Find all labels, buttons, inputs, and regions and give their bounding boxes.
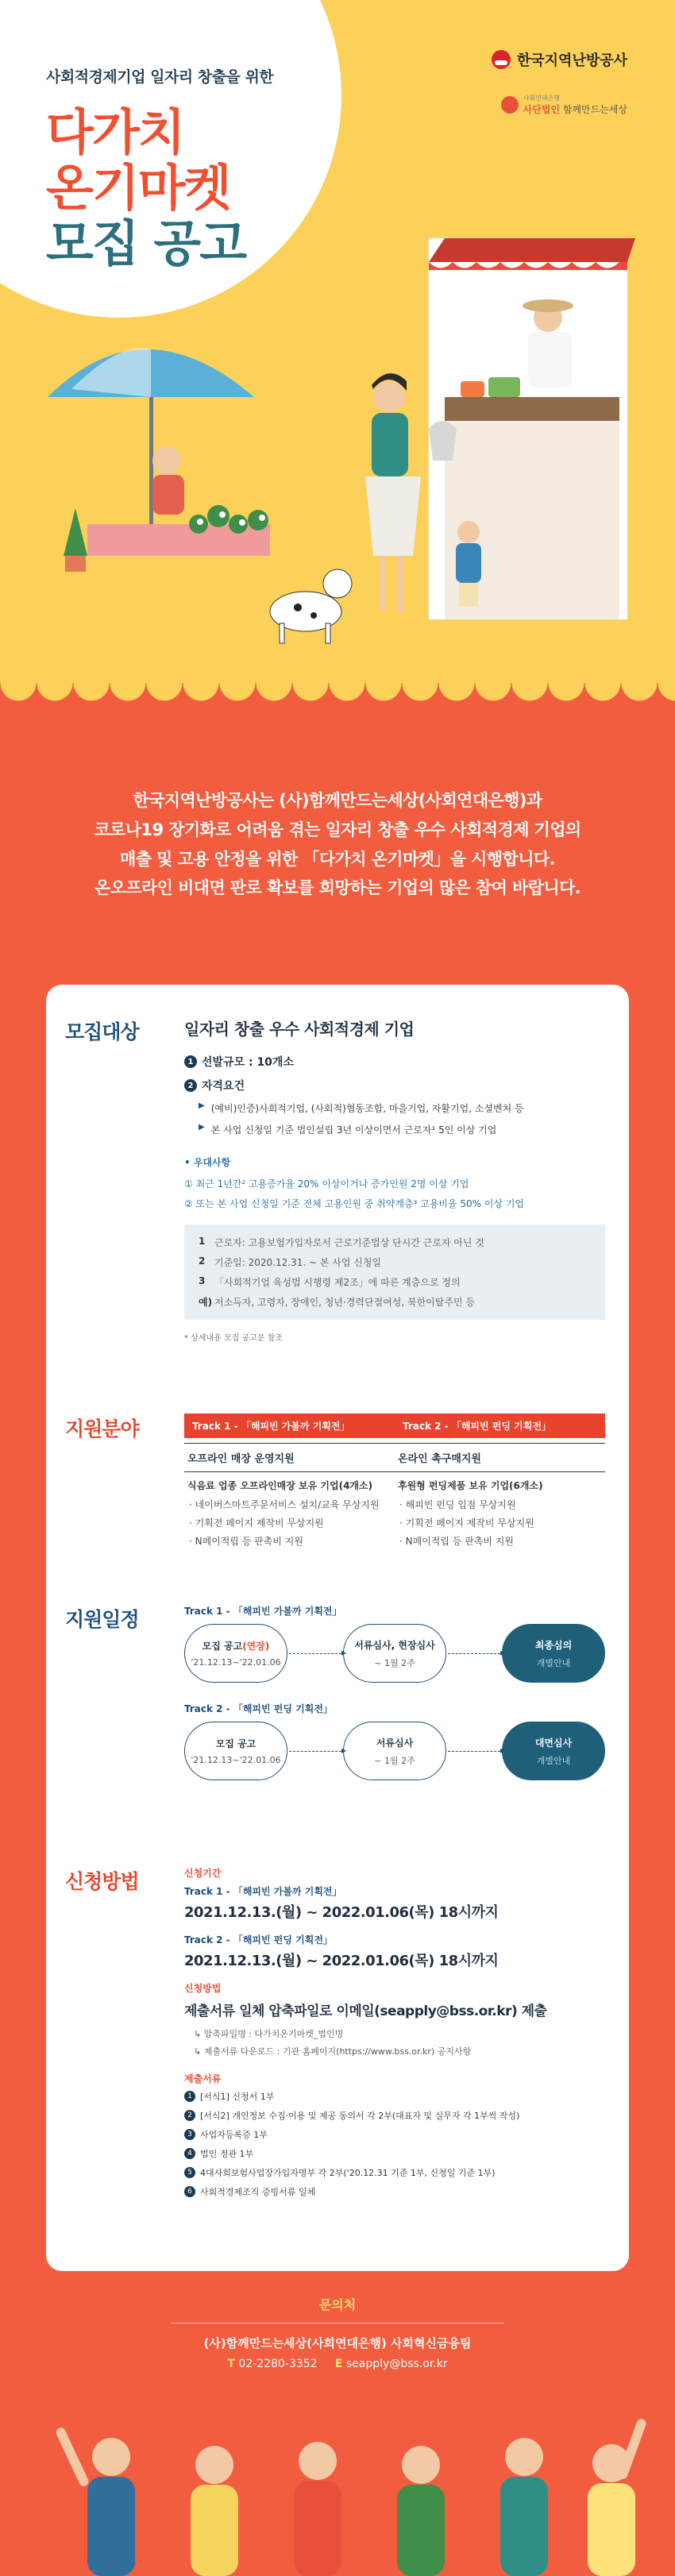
period-label: 신청기간 [184, 1868, 222, 1879]
schedule-step [343, 1624, 446, 1683]
step-date: '21.12.13~'22.01.06 [191, 1657, 281, 1668]
footnote-row [199, 1255, 591, 1269]
track1-item: · 기획전 페이지 제작비 무상지원 [189, 1517, 324, 1529]
doc-text: 법인 정관 1부 [200, 2149, 254, 2159]
step-extended-tag: (연장) [242, 1641, 270, 1652]
schedule-step [343, 1722, 446, 1780]
fields-table [184, 1413, 605, 1550]
vendor-hat [523, 299, 573, 312]
kdhc-logo-text: 한국지역난방공사 [516, 52, 627, 69]
hero-subtitle: 사회적경제기업 일자리 창출을 위한 [46, 68, 274, 86]
track1-desc: 식음료 업종 오프라인매장 보유 기업(4개소) [187, 1480, 373, 1491]
schedule-step-final [502, 1722, 605, 1780]
hero-illustration [0, 0, 675, 683]
track2-desc: 후원형 펀딩제품 보유 기업(6개소) [398, 1480, 543, 1491]
footnote-row [199, 1295, 591, 1309]
track2-subtitle: 온라인 촉구매지원 [395, 1443, 605, 1472]
tel-number[interactable]: 02-2280-3352 [238, 2358, 318, 2370]
plant-left [64, 508, 87, 556]
schedule-title: 지원일정 [65, 1608, 139, 1631]
contact-org: (사)함께만드는세상(사회연대은행) 사회혁신금융팀 [203, 2336, 472, 2350]
track1-header: Track 1 - 「해피빈 가볼까 기획전」 [184, 1413, 395, 1438]
step-title: 서류심사, 현장심사 [354, 1639, 435, 1651]
stall-roof [429, 238, 635, 262]
apply-date2: 2021.12.13.(월) ~ 2022.01.06(목) 18시까지 [184, 1953, 499, 1969]
apply-track2: Track 2 - 「해피빈 펀딩 기획전」 [184, 1934, 333, 1945]
scalloped-divider [0, 683, 675, 723]
bss-logo-name: 함께만드는세상 [562, 104, 627, 115]
hero-title-line1: 다가치 [46, 103, 184, 161]
contact-heading: 문의처 [318, 2297, 357, 2312]
step-date: '21.12.13~'22.01.06 [191, 1755, 281, 1765]
track2-item: · 기획전 페이지 제작비 무상지원 [399, 1517, 534, 1529]
pot-left [65, 556, 86, 572]
scale-row [184, 1054, 605, 1070]
step-date: 개별안내 [536, 1657, 571, 1668]
hero-title-line3: 모집 공고 [46, 214, 246, 273]
scale-text: 선발규모 : 10개소 [202, 1056, 294, 1069]
method-sub: ↳ 압축파일명 : 다가치온기마켓_법인명 [194, 2029, 344, 2039]
contact-line [0, 2358, 675, 2370]
hero-title-line2: 온기마켓 [46, 159, 230, 218]
produce-box [461, 381, 484, 397]
footnote-value: 근로자: 고용보험가입자로서 근로기준법상 단시간 근로자 아닌 것 [214, 1237, 484, 1248]
doc-text: [서식2] 개인정보 수집·이용 및 제공 동의서 각 2부(대표자 및 실무자 각 1부씩 작성) [200, 2111, 520, 2121]
seller-head [152, 446, 181, 475]
step-title: 모집 공고 [202, 1641, 243, 1652]
people-illustration [0, 2370, 675, 2576]
method-label: 신청방법 [184, 1983, 222, 1994]
doc-item [184, 2166, 605, 2179]
step-date: ~ 1월 2주 [374, 1755, 415, 1766]
doc-text: 사회적경제조직 증빙서류 일체 [200, 2187, 316, 2197]
number-badge: 5 [184, 2167, 195, 2178]
intro-text [0, 786, 675, 903]
apply-title: 신청방법 [65, 1870, 139, 1893]
track2-item: · N페이적립 등 판촉비 지원 [399, 1536, 514, 1547]
apply-section [65, 1866, 605, 2204]
intro-line4: 온오프라인 비대면 판로 확보를 희망하는 기업의 많은 참여 바랍니다. [94, 878, 581, 898]
intro-line3: 매출 및 고용 안정을 위한 「다가치 온기마켓」을 시행합니다. [120, 849, 555, 869]
qual-item [199, 1101, 605, 1115]
number-badge: 2 [184, 1079, 197, 1092]
preference-item: ① 최근 1년간² 고용증가율 20% 이상이거나 증가인원 2명 이상 기업 [184, 1178, 469, 1190]
email-address[interactable]: seapply@bss.or.kr [345, 2358, 448, 2370]
apply-date1: 2021.12.13.(월) ~ 2022.01.06(목) 18시까지 [184, 1904, 499, 1921]
schedule-track2-label: Track 2 - 「해피빈 펀딩 기획전」 [184, 1703, 333, 1714]
info-card [46, 985, 629, 2271]
method-sub: ↳ 제출서류 다운로드 : 기관 홈페이지(https://www.bss.or.kr) 공지사항 [194, 2046, 472, 2057]
step-date: ~ 1월 2주 [374, 1657, 415, 1668]
step-title: 모집 공고 [215, 1738, 256, 1749]
footnote-box [184, 1224, 605, 1320]
hero-section [0, 0, 675, 683]
doc-text: 4대사회보험사업장가입자명부 각 2부('20.12.31 기준 1부, 신청일 기준 1부) [200, 2168, 496, 2178]
bss-logo-main: 사단법인 [523, 104, 561, 115]
step-title: 서류심사 [376, 1737, 414, 1749]
schedule-section [65, 1604, 605, 1799]
shopping-bag [429, 421, 457, 461]
apply-track1: Track 1 - 「해피빈 가볼까 기획전」 [184, 1886, 342, 1897]
footnote-value: 「사회적기업 육성법 시행령 제2조」에 따른 계층으로 정의 [214, 1277, 461, 1288]
qual-item [199, 1123, 605, 1136]
tel-label: T [227, 2358, 235, 2370]
track2-item: · 해피빈 펀딩 입점 무상지원 [399, 1499, 516, 1510]
step-date: 개별안내 [536, 1755, 571, 1766]
track1-subtitle: 오프라인 매장 운영지원 [184, 1443, 395, 1472]
dog-illustration [270, 569, 352, 643]
doc-item [184, 2185, 605, 2198]
parasol-pole [149, 397, 153, 540]
detail-note: * 상세내용 모집 공고문 참조 [184, 1334, 283, 1343]
number-badge: 1 [184, 2091, 195, 2102]
doc-item [184, 2109, 605, 2122]
intro-line2: 코로나19 장기화로 어려움 겪는 일자리 창출 우수 사회적경제 기업의 [94, 819, 581, 839]
footnote-value: 기준일: 2020.12.31. ~ 본 사업 신청일 [214, 1257, 382, 1268]
number-badge: 4 [184, 2148, 195, 2159]
stall-counter [445, 397, 619, 421]
doc-text: [서식1] 신청서 1부 [200, 2092, 275, 2102]
schedule-step [184, 1624, 287, 1683]
number-badge: 2 [184, 2110, 195, 2121]
doc-item [184, 2147, 605, 2160]
target-section [65, 1016, 605, 1343]
number-badge: 3 [184, 2129, 195, 2140]
triangle-bullet-icon: ▶ [199, 1123, 205, 1132]
cheering-people-illustration [55, 2417, 648, 2576]
arrow-connector-icon [289, 1751, 341, 1752]
docs-label: 제출서류 [184, 2073, 222, 2084]
footnote-row [199, 1275, 591, 1289]
track1-column [184, 1413, 395, 1550]
track2-column [395, 1413, 605, 1550]
qual-item-text: 본 사업 신청일 기준 법인설립 3년 이상이면서 근로자¹ 5인 이상 기업 [210, 1124, 497, 1136]
number-badge: 6 [184, 2186, 195, 2197]
doc-item [184, 2090, 605, 2103]
qual-item-text: (예비)인증)사회적기업, (사회적)협동조합, 마을기업, 자활기업, 소셜벤처 등 [210, 1103, 524, 1114]
doc-item [184, 2128, 605, 2141]
schedule-step-final [502, 1624, 605, 1683]
schedule-track1-label: Track 1 - 「해피빈 가볼까 기획전」 [184, 1606, 342, 1617]
schedule-step [184, 1722, 287, 1780]
doc-text: 사업자등록증 1부 [200, 2130, 268, 2140]
qual-text: 자격요건 [202, 1080, 245, 1093]
step-title: 최종심의 [534, 1639, 573, 1651]
seller-body [152, 475, 184, 515]
arrow-connector-icon [289, 1653, 341, 1654]
produce-box-green [488, 377, 520, 397]
track2-header: Track 2 - 「해피빈 펀딩 기획전」 [395, 1413, 605, 1438]
step-title: 대면심사 [534, 1737, 573, 1749]
bss-logo-small: 사회연대은행 [523, 94, 561, 102]
arrow-connector-icon [448, 1653, 500, 1654]
fields-title: 지원분야 [65, 1417, 139, 1440]
preference-heading: • 우대사항 [184, 1157, 231, 1168]
schedule-track1-flow [184, 1624, 605, 1683]
footnote-key: 3 [199, 1275, 206, 1286]
arrow-connector-icon [448, 1751, 500, 1752]
target-headline: 일자리 창출 우수 사회적경제 기업 [184, 1020, 415, 1039]
footnote-value: 저소득자, 고령자, 장애인, 청년·경력단절여성, 북한이탈주민 등 [214, 1297, 475, 1308]
preference-item: ② 또는 본 사업 신청일 기준 전체 고용인원 중 취약계층³ 고용비율 50% 이상 기업 [184, 1198, 524, 1209]
footnote-row [199, 1236, 591, 1249]
number-badge: 1 [184, 1055, 197, 1068]
track1-item: · N페이적립 등 판촉비 지원 [189, 1536, 303, 1547]
triangle-bullet-icon: ▶ [199, 1101, 205, 1110]
vendor-body [528, 332, 572, 388]
email-label: E [334, 2358, 343, 2370]
footnote-key: 예) [199, 1297, 213, 1308]
fields-section [65, 1413, 605, 1550]
schedule-track2-flow [184, 1722, 605, 1780]
track1-item: · 네이버스마트주문서비스 설치/교육 무상지원 [189, 1499, 380, 1510]
footnote-key: 1 [199, 1236, 206, 1247]
qual-row [184, 1078, 605, 1093]
footnote-key: 2 [199, 1255, 206, 1267]
contact-section [0, 2295, 675, 2370]
method-text: 제출서류 일체 압축파일로 이메일(seapply@bss.or.kr) 제출 [184, 2003, 547, 2019]
target-title: 모집대상 [65, 1020, 139, 1043]
intro-line1: 한국지역난방공사는 (사)함께만드는세상(사회연대은행)과 [133, 791, 542, 810]
